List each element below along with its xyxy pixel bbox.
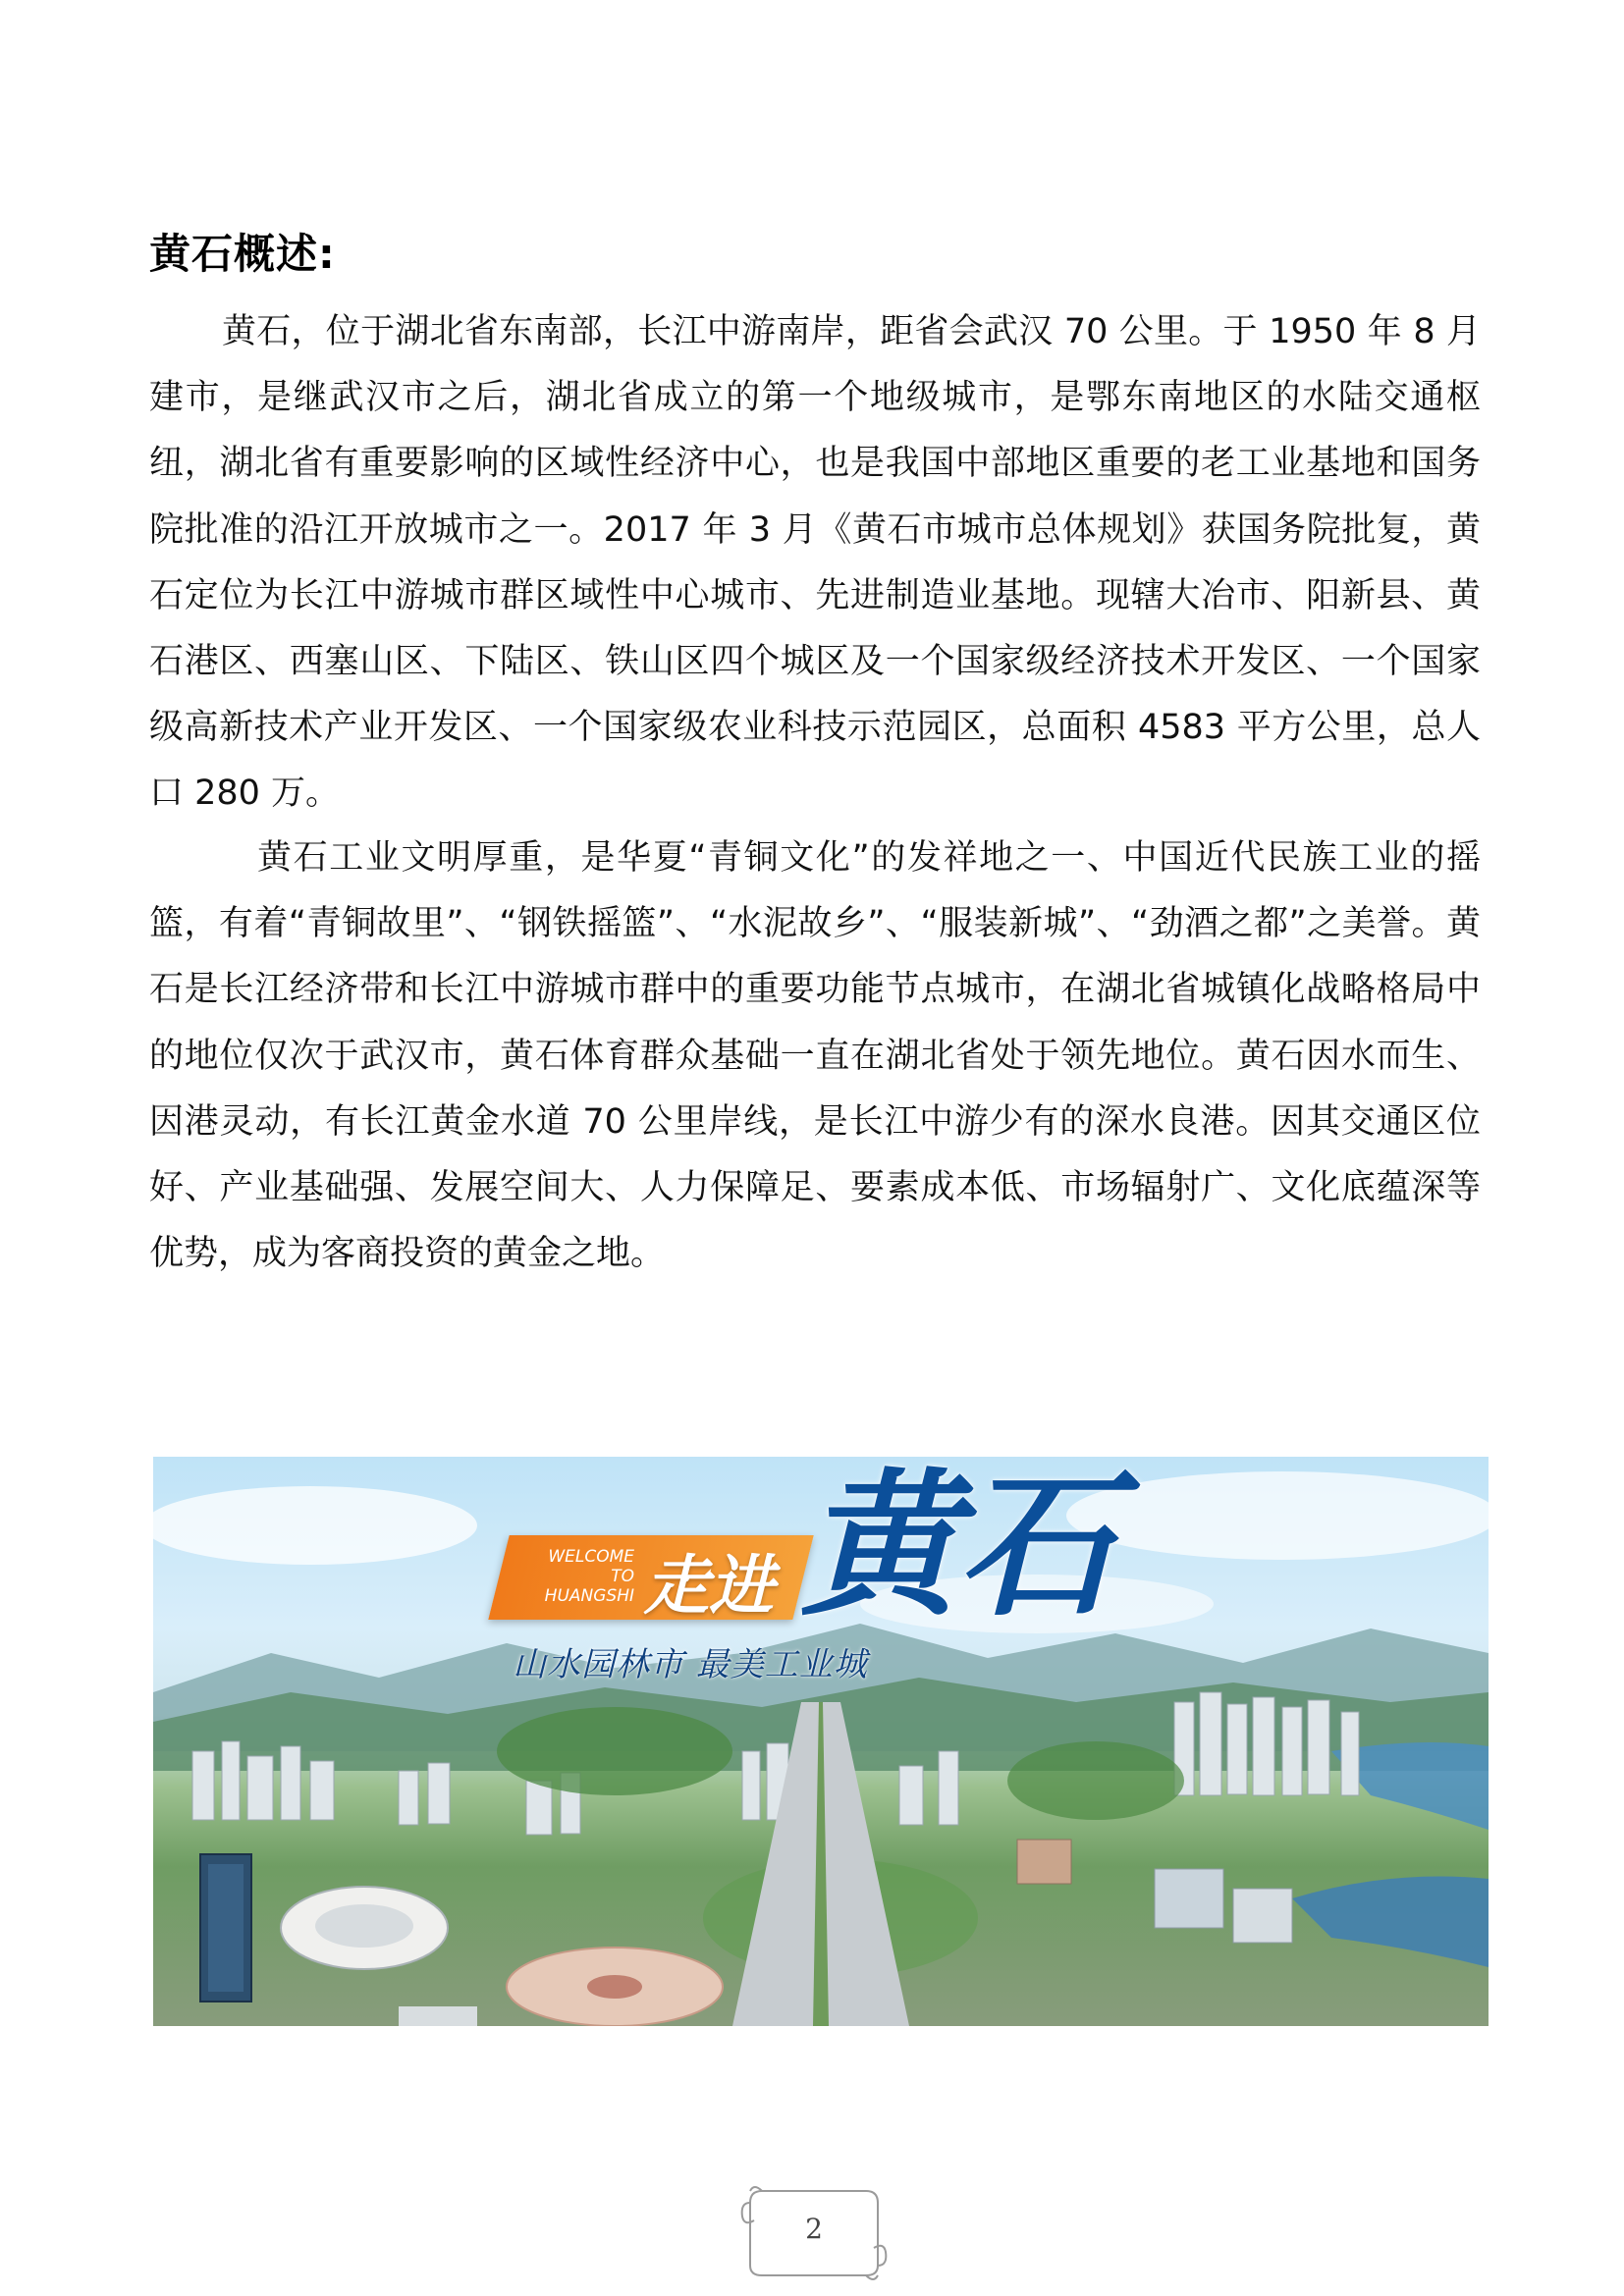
banner-slogan: 山水园林市 最美工业城 (513, 1645, 868, 1684)
section-heading: 黄石概述: (149, 230, 336, 278)
welcome-line-2: TO HUANGSHI (544, 1567, 634, 1606)
calligraphy-title: 黄石 (801, 1457, 1116, 1637)
welcome-line-1: WELCOME (548, 1547, 634, 1567)
welcome-english-text (526, 1547, 634, 1606)
banner-title-cn: 走进 (644, 1548, 774, 1624)
paragraph-industry: 黄石工业文明厚重，是华夏“青铜文化”的发祥地之一、中国近代民族工业的摇篮，有着“青铜故里”、“钢铁摇篮”、“水泥故乡”、“服装新城”、“劲酒之都”之美誉。黄石是长江经济带和长江中游城市群中的重要功能节点城市，在湖北省城镇化战略格局中的地位仅次于武汉市，黄石体育群众基础一直在湖北省处于领先地位。黄石因水而生、因港灵动，有长江黄金水道 70 公里岸线，是长江中游少有的深水良港。因其交通区位好、产业基础强、发展空间大、人力保障足、要素成本低、市场辐射广、文化底蕴深等优势，成为客商投资的黄金之地。 (149, 838, 1481, 1274)
paragraph-overview: 黄石，位于湖北省东南部，长江中游南岸，距省会武汉 70 公里。于 1950 年 8 月建市，是继武汉市之后，湖北省成立的第一个地级城市，是鄂东南地区的水陆交通枢纽，湖北省有重要影响的区域性经济中心，也是我国中部地区重要的老工业基地和国务院批准的沿江开放城市之一。2017 年 3 月《黄石市城市总体规划》获国务院批复，黄石定位为长江中游城市群区域性中心城市、先进制造业基地。现辖大冶市、阳新县、黄石港区、西塞山区、下陆区、铁山区四个城区及一个国家级经济技术开发区、一个国家级高新技术产业开发区、一个国家级农业科技示范园区，总面积 4583 平方公里，总人口 280 万。 (149, 312, 1481, 814)
city-banner-image (153, 1457, 1489, 2026)
page-number: 2 (805, 2213, 823, 2245)
page-number-scroll (740, 2177, 888, 2285)
